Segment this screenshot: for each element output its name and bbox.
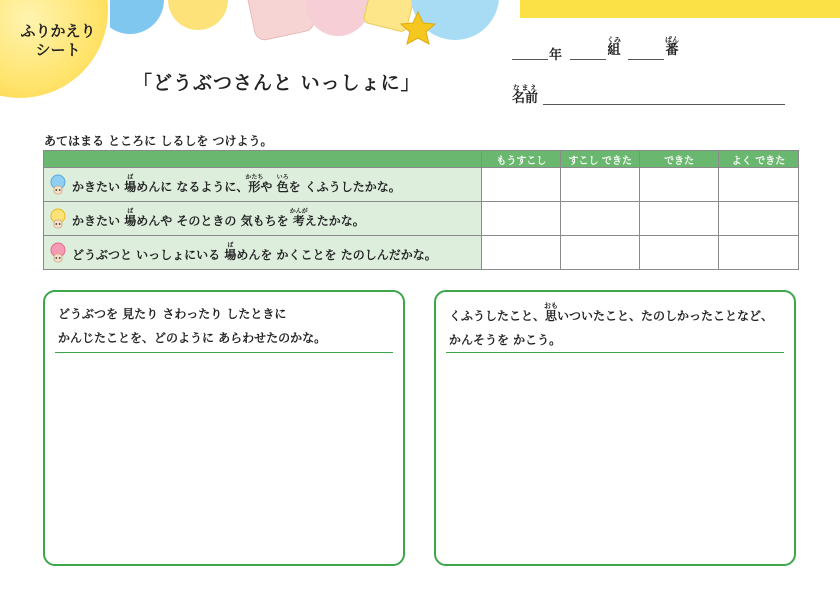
sheet-badge-label [16,22,100,60]
top-yellow-bar [520,0,840,18]
reflection-box-right[interactable] [434,290,796,566]
check-cell[interactable] [482,202,561,236]
column-header: もうすこし [482,151,561,168]
number-blank[interactable] [628,59,664,60]
name-blank[interactable] [543,104,785,105]
prompt-divider [446,352,784,353]
prompt-line: どうぶつを 見たり さわったり したときに [58,307,287,321]
check-cell[interactable] [719,202,799,236]
table-row [44,202,799,236]
column-header: すこし できた [561,151,640,168]
question-cell [44,168,482,202]
question-text: どうぶつと いっしょにいる 場ばめんを かくことを たのしんだかな。 [72,242,437,262]
number-label: 番ばん [665,36,679,58]
pink-square-shape [244,0,315,42]
table-row [44,236,799,270]
check-cell[interactable] [482,168,561,202]
table-header-row [44,151,799,168]
year-label: 年 [549,48,563,63]
yellow-character-icon [48,208,68,230]
table-row [44,168,799,202]
reflection-box-left[interactable] [43,290,405,566]
pink-circle-shape [306,0,370,36]
blue-circle-shape [110,0,164,34]
instruction-text: あてはまる ところに しるしを つけよう。 [44,134,273,148]
question-cell [44,236,482,270]
check-cell[interactable] [640,202,719,236]
decorative-shapes [110,0,530,50]
pink-character-icon [48,242,68,264]
year-blank[interactable] [512,59,548,60]
check-cell[interactable] [482,236,561,270]
badge-line-2: シート [35,41,81,59]
check-cell[interactable] [561,202,640,236]
question-text: かきたい 場ばめんや そのときの 気もちを 考かんがえたかな。 [72,208,365,228]
check-cell[interactable] [640,236,719,270]
column-header: よく できた [719,151,799,168]
name-label: 名前なまえ [512,84,539,106]
prompt-line: かんそうを かこう。 [449,333,562,347]
prompt-divider [55,352,393,353]
class-label: 組くみ [607,36,621,58]
reflection-prompt-right [449,302,773,352]
prompt-line: かんじたことを、どのように あらわせたのかな。 [58,331,327,345]
check-cell[interactable] [719,236,799,270]
badge-line-1: ふりかえり [20,22,96,40]
check-cell[interactable] [561,236,640,270]
yellow-circle-shape [168,0,228,30]
blue-character-icon [48,174,68,196]
table-header-blank [44,151,482,168]
self-check-table [43,150,799,270]
reflection-prompt-left [58,302,326,350]
check-cell[interactable] [719,168,799,202]
class-blank[interactable] [570,59,606,60]
check-cell[interactable] [640,168,719,202]
question-cell [44,202,482,236]
column-header: できた [640,151,719,168]
check-cell[interactable] [561,168,640,202]
prompt-line: くふうしたこと、思おもいついたこと、たのしかったことなど、 [449,302,774,323]
question-text: かきたい 場ばめんに なるように、形かたちや 色いろを くふうしたかな。 [72,174,401,194]
page-title: 「どうぶつさんと いっしょに」 [133,72,421,94]
